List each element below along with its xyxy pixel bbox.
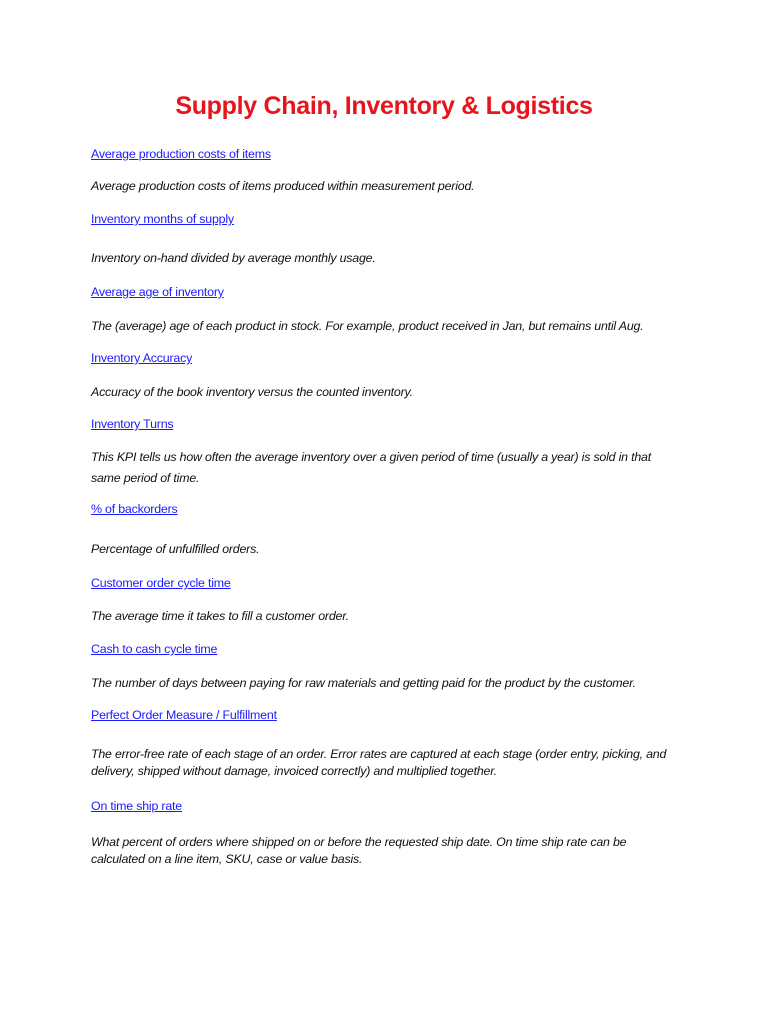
kpi-link-percent-of-backorders[interactable]: % of backorders: [91, 502, 178, 516]
kpi-description: Percentage of unfulfilled orders.: [91, 542, 260, 556]
kpi-description: The (average) age of each product in stock. For example, product received in Jan, but remains until Aug.: [91, 319, 644, 333]
kpi-link-customer-order-cycle-time[interactable]: Customer order cycle time: [91, 576, 231, 590]
kpi-description: The average time it takes to fill a customer order.: [91, 609, 349, 623]
kpi-description: This KPI tells us how often the average inventory over a given period of time (usually a year) is sold in that same period of time.: [91, 450, 651, 485]
kpi-description: Accuracy of the book inventory versus the counted inventory.: [91, 385, 413, 399]
kpi-description: The number of days between paying for raw materials and getting paid for the product by the customer.: [91, 676, 636, 690]
kpi-description: Inventory on-hand divided by average monthly usage.: [91, 251, 376, 265]
kpi-link-average-production-costs[interactable]: Average production costs of items: [91, 147, 271, 161]
kpi-link-cash-to-cash-cycle-time[interactable]: Cash to cash cycle time: [91, 642, 218, 656]
kpi-link-inventory-accuracy[interactable]: Inventory Accuracy: [91, 351, 193, 365]
kpi-description: The error-free rate of each stage of an order. Error rates are captured at each stage (order entry, picking, and delivery, shipped without damage, invoiced correctly) and multiplied together.: [91, 747, 667, 778]
page-title: Supply Chain, Inventory & Logistics: [175, 92, 593, 120]
kpi-link-average-age-of-inventory[interactable]: Average age of inventory: [91, 285, 224, 299]
kpi-link-inventory-turns[interactable]: Inventory Turns: [91, 417, 174, 431]
kpi-link-on-time-ship-rate[interactable]: On time ship rate: [91, 799, 182, 813]
kpi-description: Average production costs of items produced within measurement period.: [91, 179, 475, 193]
kpi-description: What percent of orders where shipped on or before the requested ship date. On time ship rate can be calculated on a line item, SKU, case or value basis.: [91, 835, 627, 866]
kpi-link-perfect-order-measure[interactable]: Perfect Order Measure / Fulfillment: [91, 708, 277, 722]
kpi-link-inventory-months-of-supply[interactable]: Inventory months of supply: [91, 212, 234, 226]
